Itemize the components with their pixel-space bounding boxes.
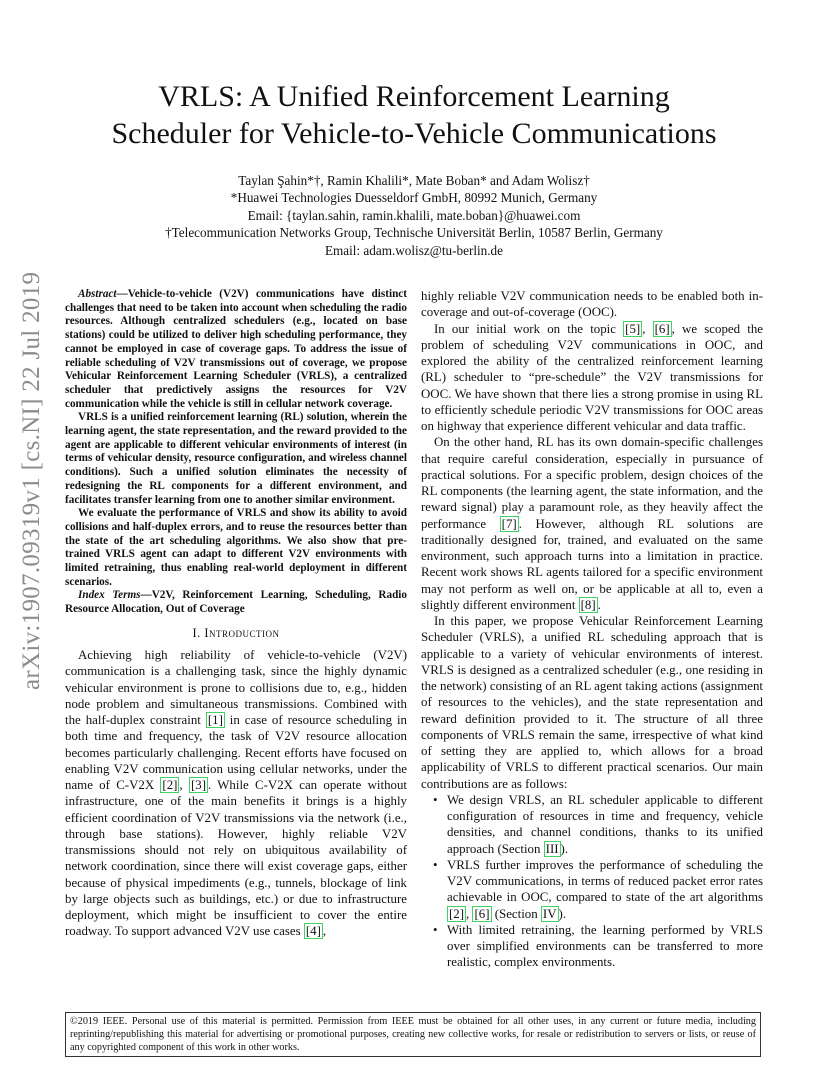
citation-link[interactable]: [5] bbox=[625, 321, 641, 336]
index-terms-label: Index Terms bbox=[78, 589, 141, 602]
section-link[interactable]: III bbox=[545, 841, 559, 856]
list-item: • We design VRLS, an RL scheduler applicable to different configuration of resources in time and frequency, vehicle densities, and channel conditions, thanks to its unified approach (Section III ). bbox=[447, 792, 763, 857]
index-terms bbox=[65, 589, 407, 616]
intro-p1: Achieving high reliability of vehicle-to-vehicle (V2V) communication is a challenging task, since the highly dynamic vehicular environment is prone to collisions due to, e.g., hidden node problem and simultaneous transmissions. Combined with the half-duplex constraint [1] in case of resource scheduling in both time and frequency, the task of V2V resource allocation becomes particularly challenging. Recent efforts have focused on enabling V2V communication using cellular networks, under the name of C-V2X [2] , [3] . While C-V2X can operate without infrastructure, one of the main benefits it brings is a highly efficient coordination of V2V transmissions via the network (i.e., through base stations). However, highly reliable V2V transmissions should not rely on ubiquitous availability of network coordination, since there will exist coverage gaps, either because of physical impediments (e.g., tunnels, blockage of link by large objects such as buildings, etc.) or due to infrastructure deployment, which might be insufficient to cover the entire roadway. To support advanced V2V use cases [4] , bbox=[65, 648, 407, 939]
paper-title bbox=[0, 78, 828, 152]
author-block bbox=[0, 172, 828, 259]
email-1: Email: {taylan.sahin, ramin.khalili, mate.boban}@huawei.com bbox=[247, 207, 581, 223]
intro-p1-cont: highly reliable V2V communication needs to be enabled both in-coverage and out-of-coverage (OOC). bbox=[421, 289, 763, 320]
intro-p4: In this paper, we propose Vehicular Reinforcement Learning Scheduler (VRLS), a unified RL scheduling approach that is applicable to a variety of vehicular environments of interest. VRLS is designed as a centralized scheduler (e.g., one residing in the network) consisting of an RL agent taking actions (assignment of resources to the vehicles), and the state representation and reward definition provided to it. The structure of all three components of VRLS remain the same, irrespective of what kind of setting they are applied to, which allows for a broad applicability of VRLS to different practical scenarios. Our main contributions are as follows: bbox=[421, 614, 763, 791]
right-column bbox=[421, 288, 763, 971]
abstract-text-1: —Vehicle-to-vehicle (V2V) communications have distinct challenges that need to be taken into account when scheduling the radio resources. Although centralized schedulers (e.g., located on base stations) could be utilized to deliver high scheduling performance, they cannot be employed in case of coverage gaps. To address the issue of reliable scheduling of V2V transmissions out of coverage, we propose Vehicular Reinforcement Learning Scheduler (VRLS), a centralized scheduler that predictively assigns the resources for V2V communication while the vehicle is still in cellular network coverage. bbox=[65, 288, 407, 410]
list-item: • VRLS further improves the performance of scheduling the V2V communications, in terms of reduced packet error rates achievable in OOC, compared to state of the art algorithms [2] , [6] (Section IV ). bbox=[447, 857, 763, 922]
citation-link[interactable]: [1] bbox=[207, 713, 223, 728]
citation-link[interactable]: [3] bbox=[190, 778, 206, 793]
citation-link[interactable]: [2] bbox=[162, 778, 178, 793]
section-link[interactable]: IV bbox=[542, 906, 557, 921]
abstract-p3: We evaluate the performance of VRLS and show its ability to avoid collisions and half-duplex errors, and to reuse the resources better than the state of the art scheduling algorithms. We also show that pre-trained VRLS agent can adapt to different V2V environments with limited retraining, thus enabling real-world deployment in different scenarios. bbox=[65, 507, 407, 588]
citation-link[interactable]: [7] bbox=[501, 516, 517, 531]
section-heading: I. Introduction bbox=[192, 625, 280, 640]
copyright-notice: ©2019 IEEE. Personal use of this material is permitted. Permission from IEEE must be obtained for all other uses, in any current or future media, including reprinting/republishing this material for advertising or promotional purposes, creating new collective works, for resale or redistribution to servers or lists, or reuse of any copyrighted component of this work in other works. bbox=[65, 1012, 761, 1057]
intro-p2: In our initial work on the topic [5] , [6] , we scoped the problem of scheduling V2V communications in OOC, and explored the ability of the centralized reinforcement learning (RL) scheduler to “pre-schedule” the V2V transmissions for OOC. We have shown that there lies a strong promise in using RL to efficiently schedule periodic V2V transmissions for OOC areas on highway that experience different vehicular and data traffic. bbox=[421, 321, 763, 433]
citation-link[interactable]: [2] bbox=[449, 906, 465, 921]
title-line-1: VRLS: A Unified Reinforcement Learning bbox=[158, 80, 670, 113]
list-item: • With limited retraining, the learning performed by VRLS over simplified environments can be transferred to more realistic, complex environments. bbox=[447, 922, 763, 971]
title-line-2: Scheduler for Vehicle-to-Vehicle Communications bbox=[111, 117, 717, 150]
author-names: Taylan Şahin*†, Ramin Khalili*, Mate Boban* and Adam Wolisz† bbox=[238, 173, 590, 188]
intro-p3: On the other hand, RL has its own domain-specific challenges that require careful consideration, especially in pursuance of practical solutions. For a specific problem, design choices of the RL components (the learning agent, the state information, and the reward signal) play a paramount role, as they heavily affect the performance [7] . However, although RL solutions are traditionally designed for, trained, and evaluated on the same environment, such approach turns into a limitation in practice. Recent work shows RL agents tailored for a specific environment may not perform as well on, or be applicable at all to, even a slightly different environment [8] . bbox=[421, 435, 763, 612]
left-column bbox=[65, 288, 407, 940]
abstract bbox=[65, 288, 407, 617]
affiliation-2: †Telecommunication Networks Group, Technische Universität Berlin, 10587 Berlin, Germany bbox=[165, 225, 663, 241]
index-terms-text: —V2V, Reinforcement Learning, Scheduling, Radio Resource Allocation, Out of Coverage bbox=[65, 589, 407, 616]
contribution-list bbox=[421, 792, 763, 971]
email-2: Email: adam.wolisz@tu-berlin.de bbox=[324, 242, 504, 258]
citation-link[interactable]: [8] bbox=[580, 597, 596, 612]
affiliation-1: *Huawei Technologies Duesseldorf GmbH, 80992 Munich, Germany bbox=[230, 190, 598, 206]
arxiv-stamp[interactable]: arXiv:1907.09319v1 [cs.NI] 22 Jul 2019 bbox=[18, 271, 45, 690]
citation-link[interactable]: [6] bbox=[654, 321, 670, 336]
abstract-p1 bbox=[65, 288, 407, 411]
abstract-p2: VRLS is a unified reinforcement learning (RL) solution, wherein the learning agent, the state representation, and the reward provided to the agent are applicable to different vehicular environments of interest (in terms of vehicular density, resource configuration, and wireless channel conditions). Such a unified solution eliminates the necessity of redesigning the RL components for a different environment, and facilitates transfer learning from one to another similar environment. bbox=[65, 411, 407, 506]
citation-link[interactable]: [6] bbox=[474, 906, 490, 921]
citation-link[interactable]: [4] bbox=[305, 924, 321, 939]
abstract-label: Abstract bbox=[78, 288, 117, 300]
